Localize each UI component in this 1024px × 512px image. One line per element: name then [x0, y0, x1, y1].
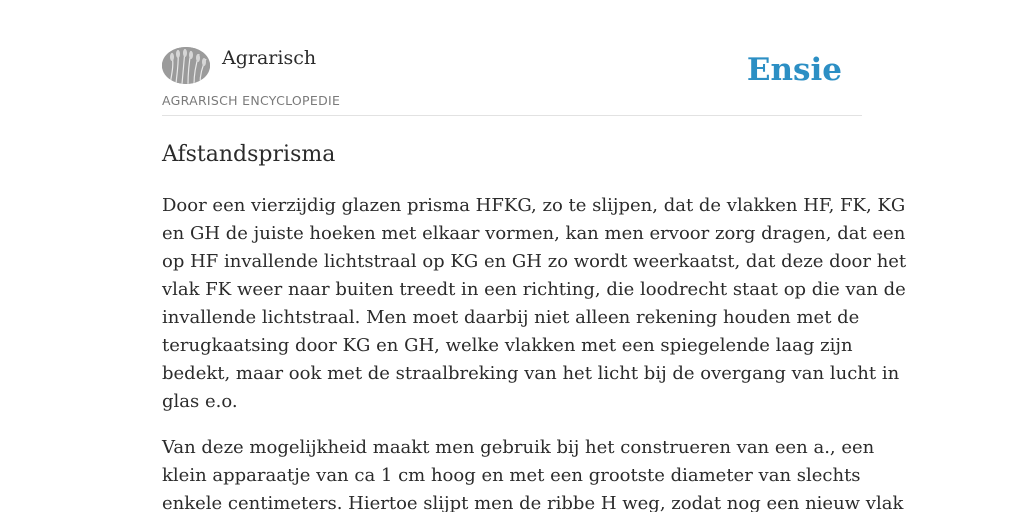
text-line: bedekt, maar ook met de straalbreking van het licht bij de overgang van lucht in — [162, 363, 900, 384]
source-name[interactable]: Agrarisch — [222, 47, 317, 69]
brand-logo[interactable]: Ensie — [746, 52, 842, 88]
text-line: op HF invallende lichtstraal op KG en GH zo wordt weerkaatst, dat deze door het — [162, 251, 907, 272]
wheat-ears-icon[interactable] — [162, 47, 210, 84]
text-line: vlak FK weer naar buiten treedt in een richting, die loodrecht staat op die van de — [162, 279, 906, 300]
text-line: en GH de juiste hoeken met elkaar vormen, kan men ervoor zorg dragen, dat een — [162, 223, 906, 244]
paragraph — [162, 434, 904, 512]
main-content — [162, 0, 907, 512]
text-line: enkele centimeters. Hiertoe slijpt men de ribbe H weg, zodat nog een nieuw vlak — [162, 493, 904, 512]
text-line: invallende lichtstraal. Men moet daarbij niet alleen rekening houden met de — [162, 307, 860, 328]
text-line: glas e.o. — [162, 391, 238, 412]
source-subtitle: AGRARISCH ENCYCLOPEDIE — [162, 93, 341, 108]
article-title: Afstandsprisma — [162, 142, 336, 167]
article-body — [162, 192, 907, 512]
paragraph — [162, 192, 907, 416]
text-line: klein apparaatje van ca 1 cm hoog en met een grootste diameter van slechts — [162, 465, 861, 486]
source-header — [162, 0, 862, 116]
text-line: Door een vierzijdig glazen prisma HFKG, zo te slijpen, dat de vlakken HF, FK, KG — [162, 195, 906, 216]
text-line: Van deze mogelijkheid maakt men gebruik bij het construeren van een a., een — [162, 437, 875, 458]
text-line: terugkaatsing door KG en GH, welke vlakken met een spiegelende laag zijn — [162, 335, 853, 356]
